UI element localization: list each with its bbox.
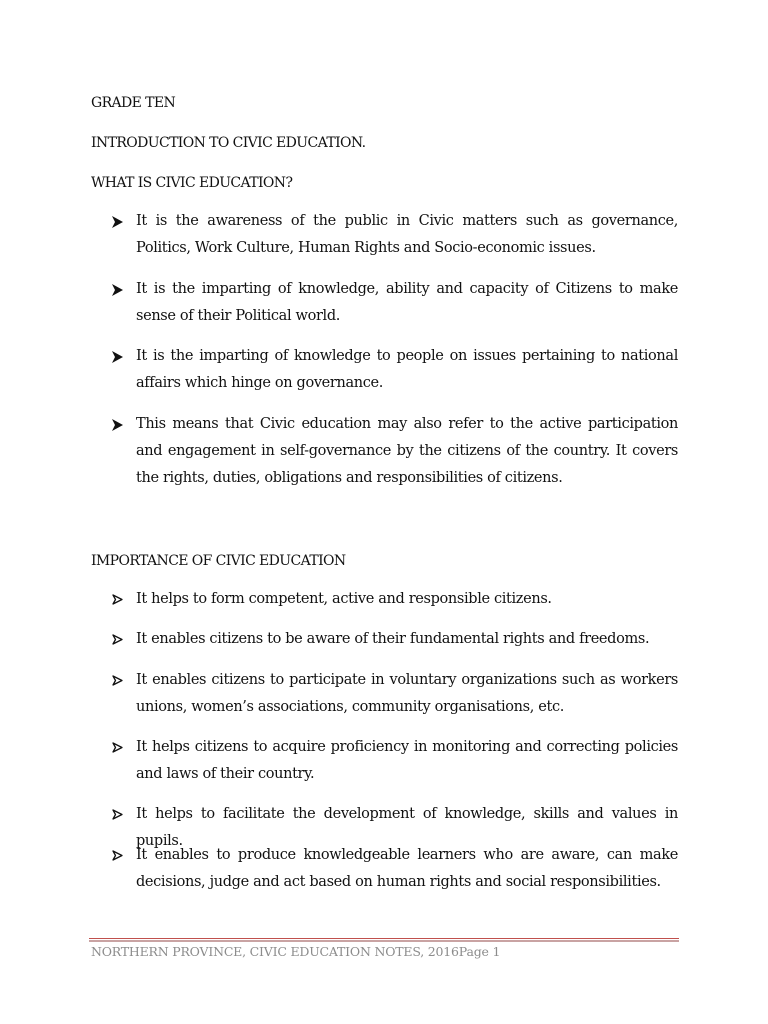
- importance-item: [112, 667, 678, 721]
- importance-item: [112, 842, 678, 896]
- what-item: [112, 343, 678, 397]
- importance-item-text: It helps citizens to acquire proficiency in monitoring and correcting policies and laws of their country.: [136, 739, 678, 782]
- outline-arrowhead-icon: [112, 734, 136, 761]
- importance-heading: IMPORTANCE OF CIVIC EDUCATION: [91, 553, 346, 569]
- importance-item-text: It enables citizens to be aware of their fundamental rights and freedoms.: [136, 631, 650, 647]
- outline-arrowhead-icon: [112, 586, 136, 613]
- page-footer: NORTHERN PROVINCE, CIVIC EDUCATION NOTES, 2016Page 1: [91, 944, 501, 959]
- filled-arrowhead-icon: [112, 276, 136, 303]
- intro-heading: INTRODUCTION TO CIVIC EDUCATION.: [91, 135, 366, 151]
- footer-divider: [89, 938, 679, 942]
- what-item-text: This means that Civic education may also refer to the active participation and engagement in self-governance by the citizens of the country. It covers the rights, duties, obligations and responsibilities of citizens.: [136, 416, 678, 486]
- grade-heading: GRADE TEN: [91, 95, 176, 111]
- outline-arrowhead-icon: [112, 842, 136, 869]
- outline-arrowhead-icon: [112, 626, 136, 653]
- importance-item: [112, 734, 678, 788]
- what-item: [112, 276, 678, 330]
- importance-item-text: It helps to form competent, active and responsible citizens.: [136, 591, 552, 607]
- filled-arrowhead-icon: [112, 343, 136, 370]
- importance-item-text: It helps to facilitate the development of knowledge, skills and values in pupils.: [136, 806, 678, 849]
- importance-item: [112, 586, 678, 613]
- what-item: [112, 208, 678, 262]
- outline-arrowhead-icon: [112, 801, 136, 828]
- what-item: [112, 411, 678, 492]
- importance-item: [112, 626, 678, 653]
- what-item-text: It is the imparting of knowledge, ability and capacity of Citizens to make sense of their Political world.: [136, 281, 678, 324]
- importance-item-text: It enables to produce knowledgeable learners who are aware, can make decisions, judge and act based on human rights and social responsibilities.: [136, 847, 678, 890]
- outline-arrowhead-icon: [112, 667, 136, 694]
- what-item-text: It is the imparting of knowledge to people on issues pertaining to national affairs which hinge on governance.: [136, 348, 678, 391]
- filled-arrowhead-icon: [112, 411, 136, 438]
- what-item-text: It is the awareness of the public in Civic matters such as governance, Politics, Work Culture, Human Rights and Socio-economic issues.: [136, 213, 678, 256]
- what-is-heading: WHAT IS CIVIC EDUCATION?: [91, 175, 293, 191]
- filled-arrowhead-icon: [112, 208, 136, 235]
- importance-item-text: It enables citizens to participate in voluntary organizations such as workers unions, women’s associations, community organisations, etc.: [136, 672, 678, 715]
